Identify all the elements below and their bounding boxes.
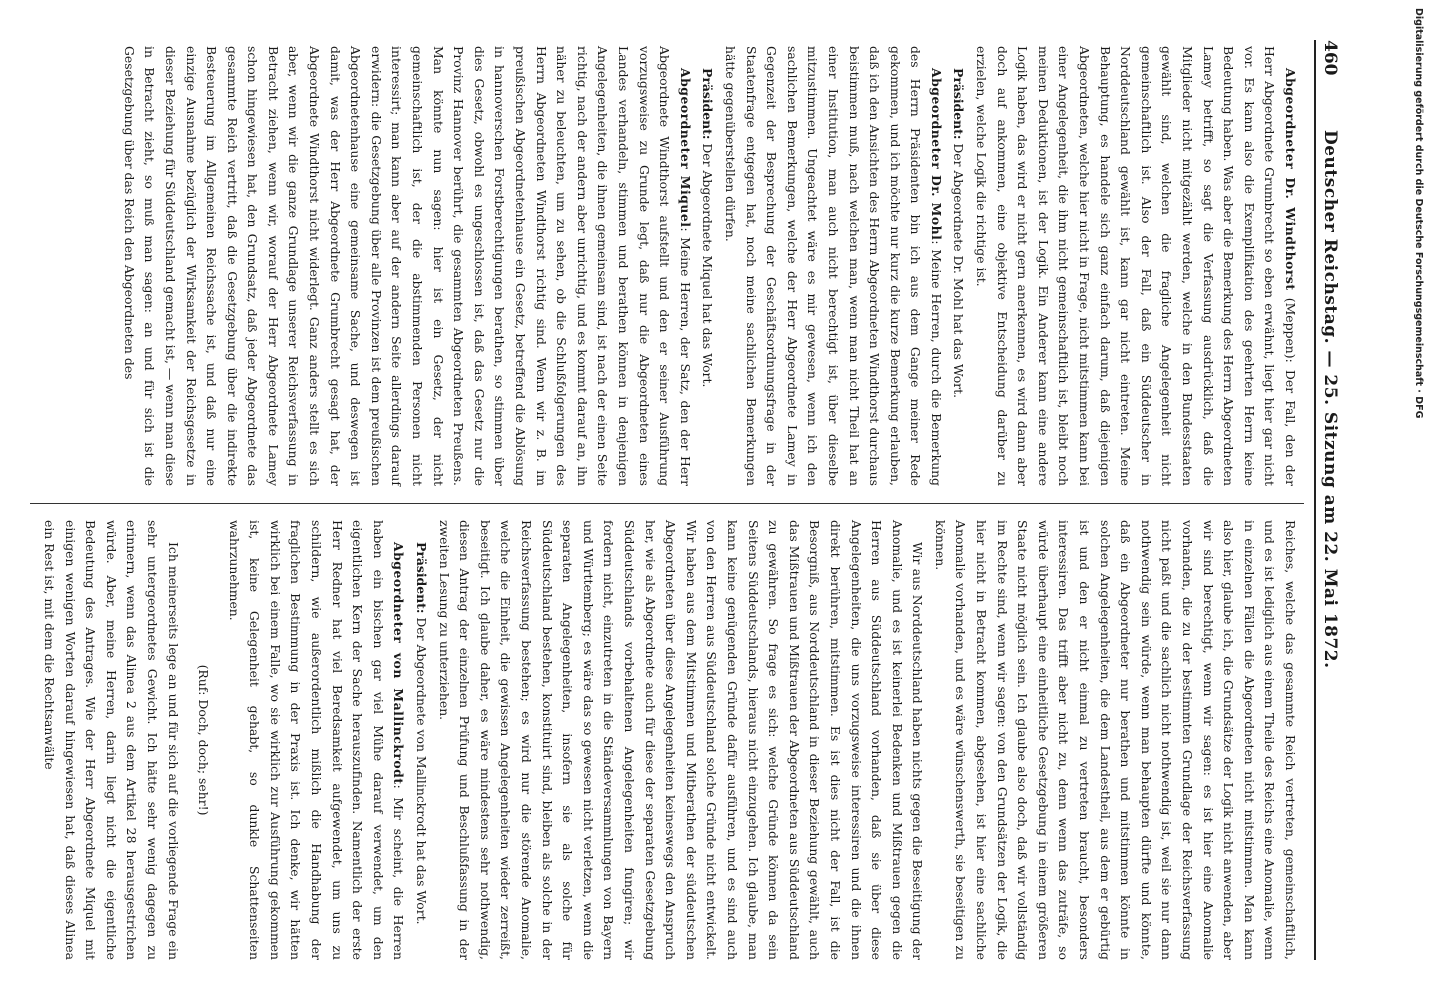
paragraph-text: Der Abgeordnete von Mallinckrodt hat das Wort.	[414, 613, 430, 925]
paragraph-text: Der Abgeordnete Dr. Mohl hat das Wort.	[951, 139, 967, 399]
president-label: Präsident:	[951, 68, 967, 140]
speaker-name: Abgeordneter von Mallinckrodt	[391, 542, 407, 785]
speaker-name: Abgeordneter Dr. Mohl	[928, 68, 944, 241]
president-remark	[948, 46, 969, 486]
president-label: Präsident:	[700, 68, 716, 140]
paragraph-text: : Meine Herren, durch die Bemerkung des Herrn Präsidenten bin ich aus dem Gange meiner Rede gekommen, und ich möchte nur kurz die kurze Bemerkung erlauben, daß ich den Ansichten des Herrn Abgeordneten Windthorst durchaus beistimmen muß, nach welchen man, wenn man nicht Theil hat an einer Institution, man auch nicht berechtigt ist, über dieselbe mitzustimmen. Ungeachtet wäre es mir gewesen, wenn ich den sachlichen Bemerkungen, welche der Herr Abgeordnete Lamey in Gegenzeit der Besprechung der Geschäftsordnungsfrage in der Staatenfrage entgegen hat, noch meine sachlichen Bemerkungen hätte gegenüberstellen dürfen.	[722, 46, 944, 486]
page-header	[1320, 40, 1340, 960]
right-column	[36, 520, 1300, 960]
president-remark	[410, 520, 431, 960]
header-rule	[1314, 40, 1316, 960]
page-number: 460	[1320, 40, 1340, 76]
speaker-name: Abgeordneter Dr. Windthorst	[1283, 68, 1298, 291]
left-column	[116, 46, 1300, 486]
page-title: Deutscher Reichstag. — 25. Sitzung am 22. Mai 1872.	[1320, 130, 1340, 669]
speech-paragraph	[38, 520, 182, 960]
paragraph-text: : Mir scheint, die Herren haben ein bischen gar viel Mühe darauf verwendet, um den eigentlichen Kern der Sache herauszufinden. Namentlich der erste Herr Redner hat viel Beredsamkeit aufgewendet, um uns zu schildern, wie außerordentlich mißlich die Handhabung der fraglichen Bestimmung in der Praxis ist. Ich denke, wir hätten wirklich bei einem Falle, wo sie wirklich zur Ausführung gekommen ist, keine Gelegenheit gehabt, so dunkle Schattenseiten wahrzunehmen.	[226, 520, 407, 960]
paragraph-text: (Meppen): Der Fall, den der Herr Abgeordnete Grumbrecht so eben erwähnt, liegt hier gar nicht vor. Es kann also die Exemplifikation des geehrten Herrn keine Bedeutung haben. Was aber die Bemerkung des Herrn Abgeordneten Lamey betrifft, so sagt die Verfassung ausdrücklich, daß die Mitglieder nicht mitgezählt werden, welche in den Bundesstaaten gewählt sind, welchen die fragliche Angelegenheit nicht gemeinschaftlich ist. Also der Fall, daß ein Süddeutscher in Norddeutschland gewählt ist, kann gar nicht eintreten. Meine Behauptung, es handele sich ganz einfach darum, daß diejenigen Abgeordneten, welche hier nicht in Frage, nicht mitstimmen kann bei einer Angelegenheit, die ihm nicht gemeinschaftlich ist, bleibt noch meinen Deduktionen, ist der Logik. Ein Anderer kann eine andere Logik haben, das wird er nicht gern anerkennen, es wird dann aber doch auf ankommen, eine objektive Entscheidung darüber zu erzielen, welche Logik die richtige ist.	[974, 46, 1298, 486]
speech-paragraph	[971, 46, 1301, 486]
paragraph-text: Reiches, welche das gesammte Reich vertreten, gemeinschaftlich, und es ist lediglich aus einem Theile des Reichs eine Anomalie, wenn in einzelnen Fällen die Abgeordneten nicht mitstimmen. Man kann also hier, glaube ich, die Grundsätze der Logik nicht anwenden, aber wir sind berechtigt, wenn wir sagen: es ist hier eine Anomalie vorhanden, die zu der bestimmten Grundlage der Reichsverfassung nicht paßt und die sachlich nicht nothwendig ist, weil sie nur dann nothwendig sein würde, wenn man behaupten dürfte und könnte, daß ein Abgeordneter nur berathen und mitstimmen könnte in solchen Angelegenheiten, die dem Landestheil, aus dem er gebürtig ist und den er nicht einmal zu vertreten braucht, besonders interessiren. Das trifft aber nicht zu, denn wenn das zuträfe, so würde überhaupt eine einheitliche Gesetzgebung in einem größeren Staate nicht möglich sein. Ich glaube also doch, daß wir vollständig im Rechte sind, wenn wir sagen: von den Grundsätzen der Logik, die hier nicht in Betracht kommen, abgesehen, ist hier eine sachliche Anomalie vorhanden, und es wäre wünschenswerth, sie beseitigen zu können.	[932, 520, 1298, 960]
column-separator	[30, 503, 1304, 504]
paragraph-text: Wir aus Norddeutschland haben nichts gegen die Beseitigung der Anomalie, und es ist keinerlei Bedenken und Mißtrauen gegen die Herren aus Süddeutschland vorhanden, daß sie über diese Angelegenheiten, die uns vorzugsweise interessiren und die ihnen direkt berühren, mitstimmen. Es ist dies nicht der Fall, ist die Besorgniß, aus Norddeutschland in dieser Beziehung gewählt, auch das Mißtrauen und Mißtrauen der Abgeordneten aus Süddeutschland zu gewähren. So frage es sich: welche Gründe können da sein Seitens Süddeutschlands, hieraus nicht einzugehen. Ich glaube, man kann keine genügenden Gründe dafür ausführen, und es sind auch von den Herren aus Süddeutschland solche Gründe nicht entwickelt. Wir haben aus dem Mitstimmen und Mitberathen der süddeutschen Abgeordneten über diese Angelegenheiten keineswegs den Anspruch her, wie als Abgeordnete auch für diese der separaten Gesetzgebung Süddeutschlands vorbehaltenen Angelegenheiten fungiren; wir fordern nicht, einzutreten in die Ständeversammlungen von Bayern und Württemberg; es wäre das so gewesen nicht verletzen, wenn die separaten Angelegenheiten, insofern sie als solche für Süddeutschland bestehen, konstituirt sind, bleiben als solche in der Reichsverfassung bestehen; es wird nur die störende Anomalie, welche die Einheit, die gewissen Angelegenheiten wieder zerreißt, beseitigt. Ich glaube daher, es wäre mindestens sehr nothwendig, diesen Antrag der einzelnen Prüfung und Beschlußfassung in der zweiten Lesung zu unterziehen.	[436, 520, 926, 960]
paragraph-text: Ich meinerseits lege an und für sich auf die vorliegende Frage ein sehr untergeordnetes Gewicht. Ich hätte sehr wenig dagegen zu erinnern, wenn das Alinea 2 aus dem Artikel 28 herausgestrichen würde. Aber, meine Herren, darin liegt nicht die eigentliche Bedeutung des Antrages. Wie der Herr Abgeordnete Miquel mit einigen wenigen Worten darauf hingewiesen hat, daß dieses Alinea ein Rest ist, mit dem die Rechtsanwälte	[41, 520, 181, 960]
speaker-name: Abgeordneter Miquel	[677, 68, 693, 228]
paragraph-text: : Meine Herren, der Satz, den der Herr Abgeordnete Windthorst aufstellt und den er seiner Ausführung vorzugsweise zu Grunde legt, daß nur die Abgeordneten eines Landes verhandeln, stimmen und berathen können in denjenigen Angelegenheiten, die ihnen gemeinsam sind, ist nach der einen Seite richtig, nach der andern aber unrichtig, und es kommt darauf an, ihn näher zu beleuchten, um zu sehen, ob die Schlußfolgerungen des Herrn Abgeordneten Windthorst richtig sind. Wenn wir z. B. im preußischen Abgeordnetenhause ein Gesetz, betreffend die Ablösung in hannoverschen Forstberechtigungen berathen, so stimmen über dies Gesetz, obwohl es ungeschlossen ist, daß das Gesetz nur die Provinz Hannover berührt, die gesammten Abgeordneten Preußens. Man könnte nun sagen: hier ist ein Gesetz, der nicht gemeinschaftlich ist, der die abstimmenden Personen nicht interessirt; man kann aber auf der andern Seite allerdings darauf erwidern: die Gesetzgebung über alle Provinzen ist dem preußischen Abgeordnetenhause eine gemeinsame Sache, und deswegen ist damit, was der Herr Abgeordnete Grumbrecht gesagt hat, der Abgeordnete Windthorst nicht widerlegt. Ganz anders stellt es sich aber, wenn wir die ganze Grundlage unserer Reichsverfassung in Betracht ziehen, wenn wir, worauf der Herr Abgeordnete Lamey schon hingewiesen hat, den Grundsatz, daß jeder Abgeordnete das gesammte Reich vertritt, daß die Gesetzgebung über die indirekte Besteuerung im Allgemeinen Reichssache ist, und daß nur eine einzige Ausnahme bezüglich der Wirksamkeit der Reichsgesetze in dieser Beziehung für Süddeutschland gemacht ist, — wenn man diese in Betracht zieht, so muß man sagen: an und für sich ist die Gesetzgebung über das Reich den Abgeordneten des	[121, 46, 693, 487]
president-remark	[697, 46, 718, 486]
speech-paragraph	[719, 46, 946, 486]
digitization-footer	[1408, 8, 1428, 988]
interjection	[193, 520, 214, 960]
paragraph-text: Der Abgeordnete Miquel hat das Wort.	[700, 139, 716, 388]
speech-paragraph	[433, 520, 927, 960]
speech-paragraph	[223, 520, 408, 960]
speech-paragraph	[929, 520, 1300, 960]
digitization-note: Digitalisierung gefördert durch die Deutsche Forschungsgemeinschaft · DFG	[1413, 8, 1424, 419]
paragraph-text: (Ruf: Doch, doch; sehr!)	[196, 664, 212, 816]
president-label: Präsident:	[414, 542, 430, 614]
speech-paragraph	[118, 46, 695, 486]
